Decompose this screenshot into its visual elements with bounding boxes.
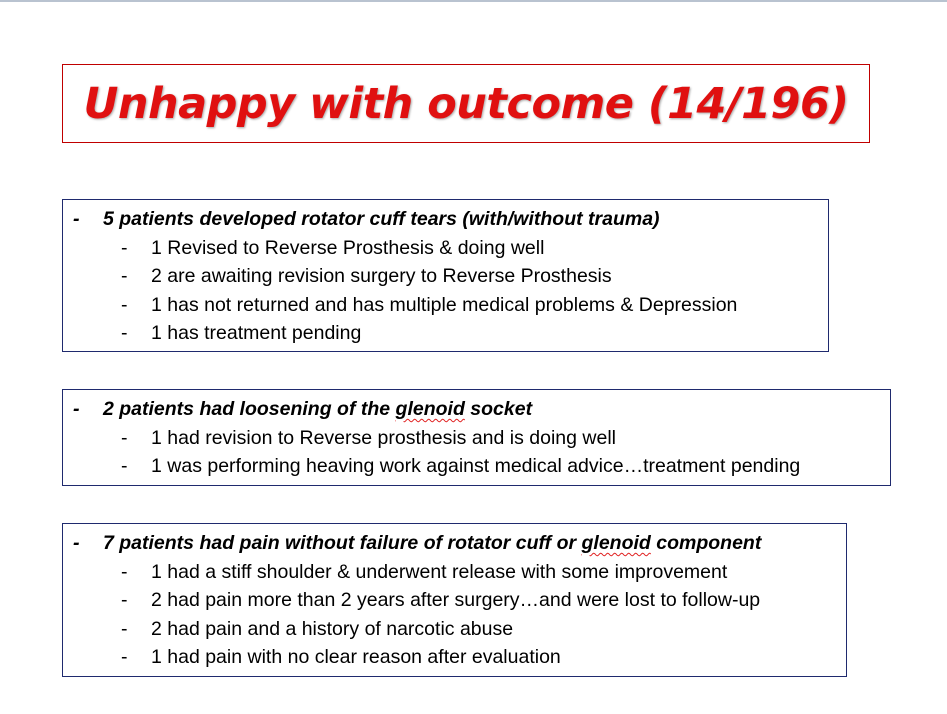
list-item: - 1 was performing heaving work against medical advice…treatment pending: [121, 455, 801, 477]
spellcheck-word: glenoid: [581, 532, 651, 554]
spellcheck-word: glenoid: [395, 398, 465, 420]
slide-top-border: [0, 0, 947, 2]
list-item: - 1 has treatment pending: [121, 322, 362, 344]
list-item: - 1 had pain with no clear reason after evaluation: [121, 646, 561, 668]
title-box: [62, 64, 870, 143]
heading-text: 2 patients had loosening of the glenoid socket: [103, 398, 533, 420]
heading-text: 7 patients had pain without failure of rotator cuff or glenoid component: [103, 532, 762, 554]
list-item: - 1 Revised to Reverse Prosthesis & doing well: [121, 236, 545, 259]
heading-text: 5 patients developed rotator cuff tears (with/without trauma): [103, 208, 660, 230]
list-item: - 1 had revision to Reverse prosthesis and is doing well: [121, 426, 617, 449]
section-heading: - 2 patients had loosening of the glenoid socket: [73, 395, 880, 424]
list-item: - 2 had pain more than 2 years after surgery…and were lost to follow-up: [121, 589, 761, 611]
section-heading: - 7 patients had pain without failure of rotator cuff or glenoid component: [73, 529, 836, 558]
section-rotator-cuff-tears: [62, 199, 829, 352]
list-item: - 2 had pain and a history of narcotic abuse: [121, 617, 514, 640]
section-pain-without-failure: [62, 523, 847, 677]
section-glenoid-loosening: [62, 389, 891, 486]
list-item: - 1 has not returned and has multiple medical problems & Depression: [121, 293, 738, 316]
section-heading: - 5 patients developed rotator cuff tears (with/without trauma): [73, 205, 818, 234]
list-item: - 1 had a stiff shoulder & underwent release with some improvement: [121, 560, 728, 583]
list-item: - 2 are awaiting revision surgery to Reverse Prosthesis: [121, 265, 612, 287]
slide-title: Unhappy with outcome (14/196): [83, 78, 849, 129]
